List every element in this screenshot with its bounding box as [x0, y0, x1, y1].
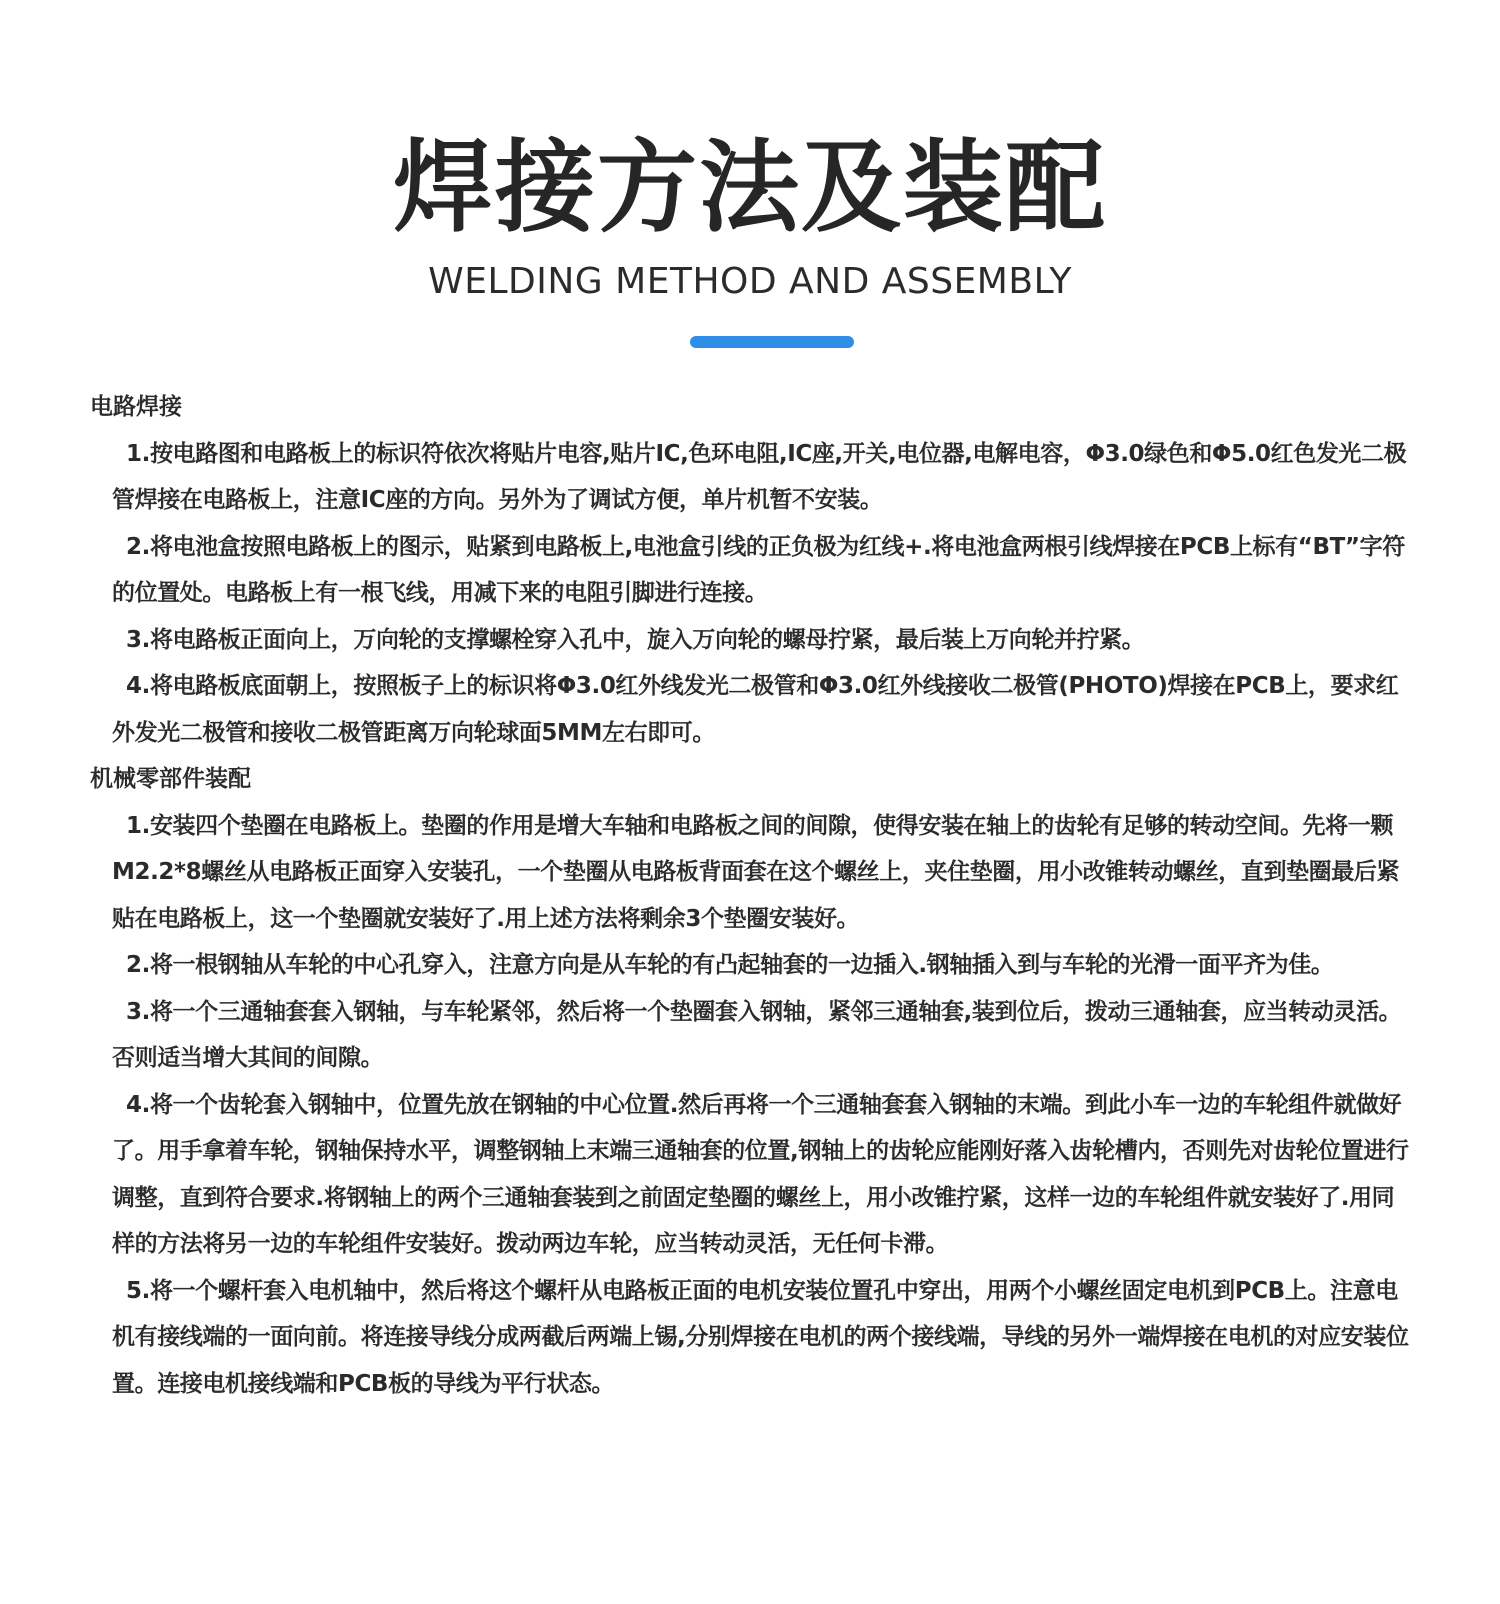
step-item: 1.安装四个垫圈在电路板上。垫圈的作用是增大车轴和电路板之间的间隙，使得安装在轴上的齿轮有足够的转动空间。先将一颗M2.2*8螺丝从电路板正面穿入安装孔，一个垫圈从电路板背面套在这个螺丝上，夹住垫圈，用小改锥转动螺丝，直到垫圈最后紧贴在电路板上，这一个垫圈就安装好了.用上述方法将剩余3个垫圈安装好。	[112, 812, 1400, 932]
step-item: 3.将电路板正面向上，万向轮的支撑螺栓穿入孔中，旋入万向轮的螺母拧紧，最后装上万向轮并拧紧。	[126, 626, 1145, 653]
page-subtitle: WELDING METHOD AND ASSEMBLY	[428, 261, 1072, 302]
step-item: 3.将一个三通轴套套入钢轴，与车轮紧邻，然后将一个垫圈套入钢轴，紧邻三通轴套,装到位后，拨动三通轴套，应当转动灵活。否则适当增大其间的间隙。	[112, 998, 1402, 1071]
page-title: 焊接方法及装配	[393, 129, 1107, 246]
step-item: 1.按电路图和电路板上的标识符依次将贴片电容,贴片IC,色环电阻,IC座,开关,电位器,电解电容，Φ3.0绿色和Φ5.0红色发光二极管焊接在电路板上，注意IC座的方向。另外为了调试方便，单片机暂不安装。	[112, 440, 1407, 513]
section-circuit-soldering	[90, 384, 1410, 756]
step-item: 4.将电路板底面朝上，按照板子上的标识将Φ3.0红外线发光二极管和Φ3.0红外线接收二极管(PHOTO)焊接在PCB上，要求红外发光二极管和接收二极管距离万向轮球面5MM左右即可。	[112, 673, 1399, 746]
page-header	[0, 0, 1500, 360]
instructions-body	[90, 384, 1410, 1407]
step-item: 2.将一根钢轴从车轮的中心孔穿入，注意方向是从车轮的有凸起轴套的一边插入.钢轴插入到与车轮的光滑一面平齐为佳。	[126, 952, 1334, 978]
section-mechanical-assembly	[90, 756, 1410, 1407]
step-item: 5.将一个螺杆套入电机轴中，然后将这个螺杆从电路板正面的电机安装位置孔中穿出，用两个小螺丝固定电机到PCB上。注意电机有接线端的一面向前。将连接导线分成两截后两端上锡,分别焊接在电机的两个接线端，导线的另外一端焊接在电机的对应安装位置。连接电机接线端和PCB板的导线为平行状态。	[112, 1277, 1409, 1397]
section-heading: 电路焊接	[90, 394, 182, 420]
title-accent-bar	[690, 336, 854, 348]
step-item: 2.将电池盒按照电路板上的图示，贴紧到电路板上,电池盒引线的正负极为红线+.将电池盒两根引线焊接在PCB上标有“BT”字符的位置处。电路板上有一根飞线，用减下来的电阻引脚进行连接。	[112, 533, 1405, 606]
section-heading: 机械零部件装配	[90, 766, 251, 792]
step-item: 4.将一个齿轮套入钢轴中，位置先放在钢轴的中心位置.然后再将一个三通轴套套入钢轴的末端。到此小车一边的车轮组件就做好了。用手拿着车轮，钢轴保持水平，调整钢轴上末端三通轴套的位置,钢轴上的齿轮应能刚好落入齿轮槽内，否则先对齿轮位置进行调整，直到符合要求.将钢轴上的两个三通轴套装到之前固定垫圈的螺丝上，用小改锥拧紧，这样一边的车轮组件就安装好了.用同样的方法将另一边的车轮组件安装好。拨动两边车轮，应当转动灵活，无任何卡滞。	[112, 1091, 1409, 1257]
